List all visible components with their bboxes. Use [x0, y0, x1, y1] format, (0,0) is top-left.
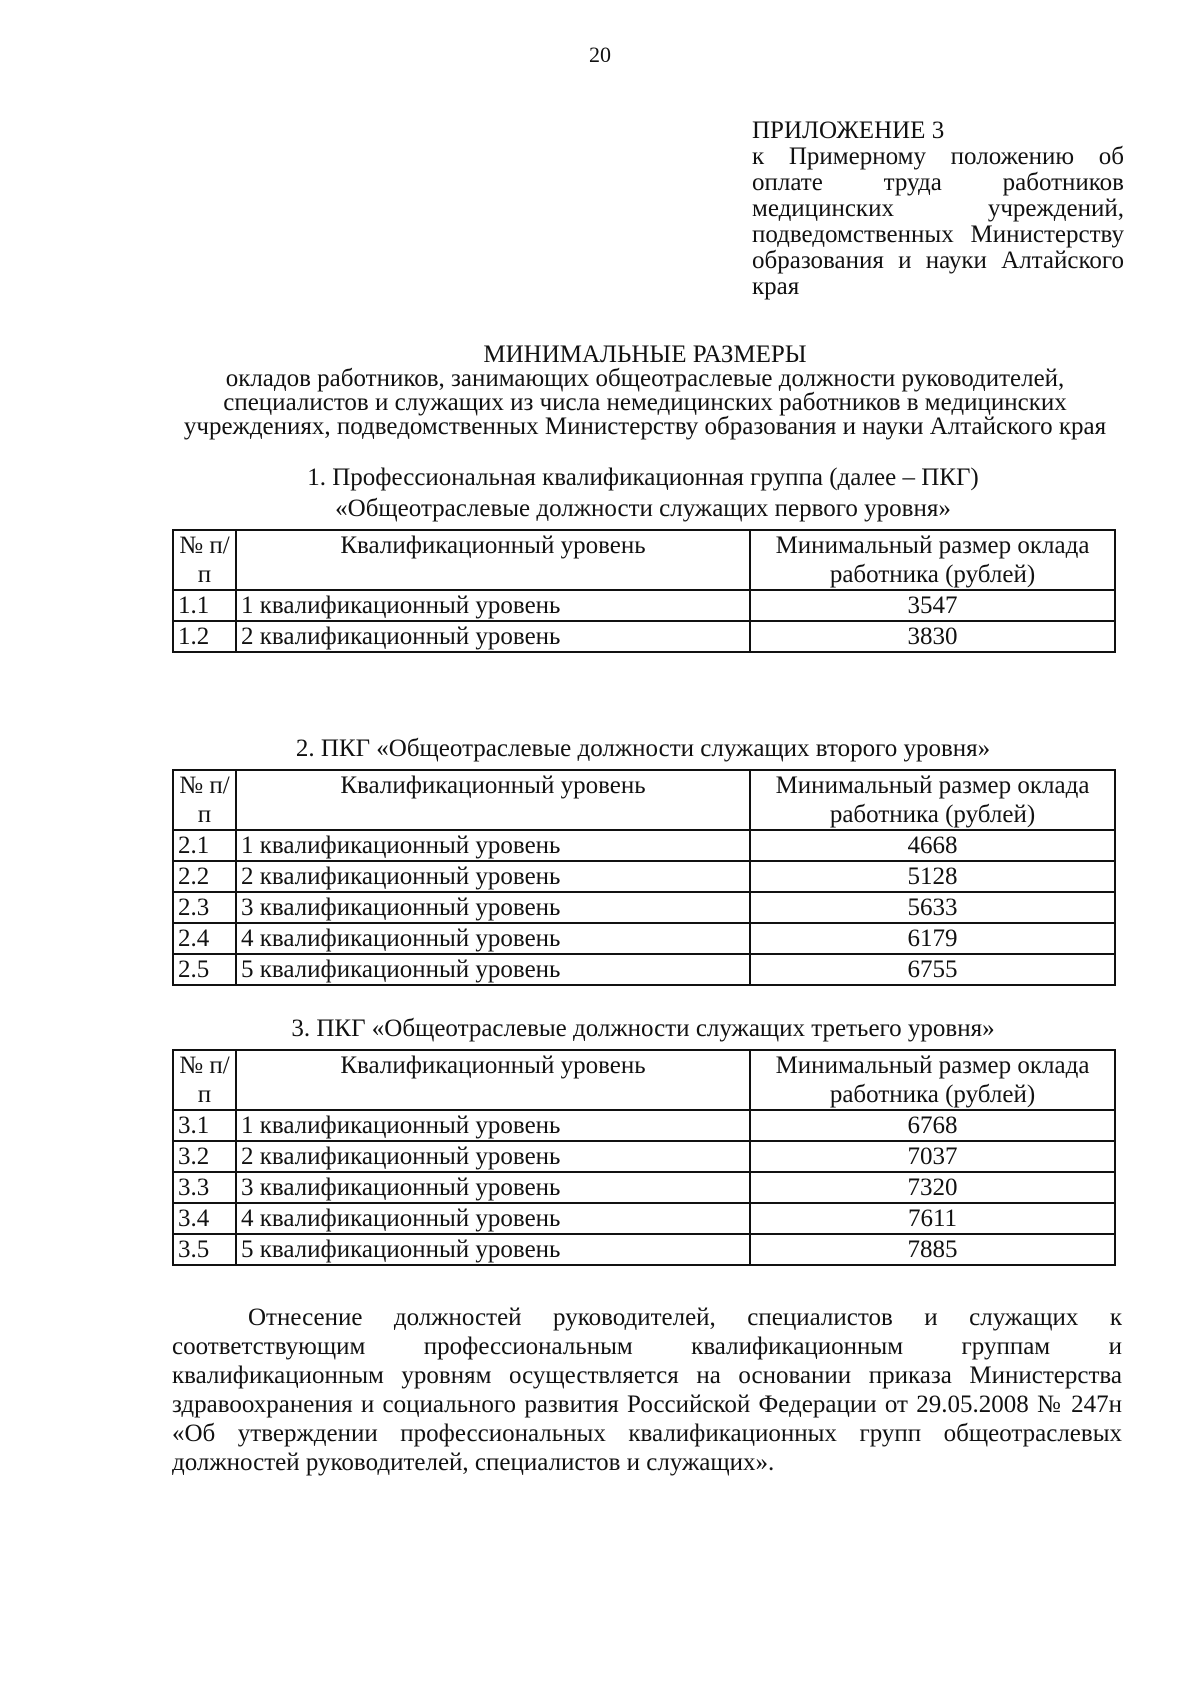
page-number: 20 [589, 42, 611, 67]
section-1 [172, 462, 1114, 653]
row-amount: 3830 [750, 621, 1115, 652]
row-amount: 7611 [750, 1203, 1115, 1234]
table-row [173, 892, 1115, 923]
header-level: Квалификационный уровень [236, 770, 750, 830]
section-heading: 1. Профессиональная квалификационная группа (далее – ПКГ) «Общеотраслевые должности служащих первого уровня» [307, 464, 979, 522]
annex-body: к Примерному положению об оплате труда работников медицинских учреждений, подведомственных Министерству образования и науки Алтайского края [752, 143, 1124, 300]
row-amount: 3547 [750, 590, 1115, 621]
table-row [173, 1234, 1115, 1265]
row-level: 4 квалификационный уровень [236, 1203, 750, 1234]
document-subtitle: окладов работников, занимающих общеотраслевые должности руководителей, специалистов и служащих из числа немедицинских работников в медицинских учреждениях, подведомственных Министерству образования и науки Алтайского края [183, 365, 1107, 440]
salary-table-1 [172, 529, 1116, 653]
header-amount: Минимальный размер оклада работника (рублей) [750, 770, 1115, 830]
row-num: 3.2 [173, 1141, 236, 1172]
annex-title: ПРИЛОЖЕНИЕ 3 [752, 117, 945, 144]
row-level: 2 квалификационный уровень [236, 861, 750, 892]
table-row [173, 1141, 1115, 1172]
table-row [173, 923, 1115, 954]
header-num: № п/п [173, 530, 236, 590]
table-row [173, 954, 1115, 985]
header-level: Квалификационный уровень [236, 1050, 750, 1110]
row-num: 1.1 [173, 590, 236, 621]
header-amount: Минимальный размер оклада работника (рублей) [750, 530, 1115, 590]
table-row [173, 1172, 1115, 1203]
row-num: 3.1 [173, 1110, 236, 1141]
section-3 [172, 1013, 1114, 1266]
row-num: 2.3 [173, 892, 236, 923]
document-title [170, 343, 1120, 439]
header-num: № п/п [173, 770, 236, 830]
header-amount: Минимальный размер оклада работника (рублей) [750, 1050, 1115, 1110]
row-amount: 6768 [750, 1110, 1115, 1141]
table-header-row [173, 770, 1115, 830]
annex-block [752, 118, 1124, 300]
table-header-row [173, 1050, 1115, 1110]
row-amount: 5633 [750, 892, 1115, 923]
row-num: 2.1 [173, 830, 236, 861]
row-amount: 5128 [750, 861, 1115, 892]
row-amount: 7320 [750, 1172, 1115, 1203]
salary-table-3 [172, 1049, 1116, 1266]
row-amount: 7037 [750, 1141, 1115, 1172]
row-num: 2.2 [173, 861, 236, 892]
row-level: 2 квалификационный уровень [236, 1141, 750, 1172]
row-num: 2.5 [173, 954, 236, 985]
header-level: Квалификационный уровень [236, 530, 750, 590]
salary-table-2 [172, 769, 1116, 986]
section-heading: 3. ПКГ «Общеотраслевые должности служащих третьего уровня» [291, 1015, 995, 1042]
row-num: 3.5 [173, 1234, 236, 1265]
row-level: 3 квалификационный уровень [236, 892, 750, 923]
row-amount: 7885 [750, 1234, 1115, 1265]
row-level: 1 квалификационный уровень [236, 830, 750, 861]
row-amount: 6755 [750, 954, 1115, 985]
table-row [173, 621, 1115, 652]
table-header-row [173, 530, 1115, 590]
table-row [173, 830, 1115, 861]
table-row [173, 861, 1115, 892]
row-level: 1 квалификационный уровень [236, 1110, 750, 1141]
row-num: 2.4 [173, 923, 236, 954]
row-level: 4 квалификационный уровень [236, 923, 750, 954]
row-level: 5 квалификационный уровень [236, 1234, 750, 1265]
header-num: № п/п [173, 1050, 236, 1110]
row-level: 1 квалификационный уровень [236, 590, 750, 621]
table-row [173, 1203, 1115, 1234]
row-num: 3.3 [173, 1172, 236, 1203]
section-2 [172, 733, 1114, 986]
footer-paragraph: Отнесение должностей руководителей, специалистов и служащих к соответствующим профессиональным квалификационным группам и квалификационным уровням осуществляется на основании приказа Министерства здравоохранения и социального развития Российской Федерации от 29.05.2008 № 247н «Об утверждении профессиональных квалификационных групп общеотраслевых должностей руководителей, специалистов и служащих». [172, 1304, 1122, 1476]
row-level: 2 квалификационный уровень [236, 621, 750, 652]
row-amount: 4668 [750, 830, 1115, 861]
row-amount: 6179 [750, 923, 1115, 954]
row-level: 3 квалификационный уровень [236, 1172, 750, 1203]
row-level: 5 квалификационный уровень [236, 954, 750, 985]
row-num: 3.4 [173, 1203, 236, 1234]
document-main-title: МИНИМАЛЬНЫЕ РАЗМЕРЫ [483, 341, 807, 368]
table-row [173, 590, 1115, 621]
section-heading: 2. ПКГ «Общеотраслевые должности служащих второго уровня» [295, 735, 991, 762]
row-num: 1.2 [173, 621, 236, 652]
table-row [173, 1110, 1115, 1141]
